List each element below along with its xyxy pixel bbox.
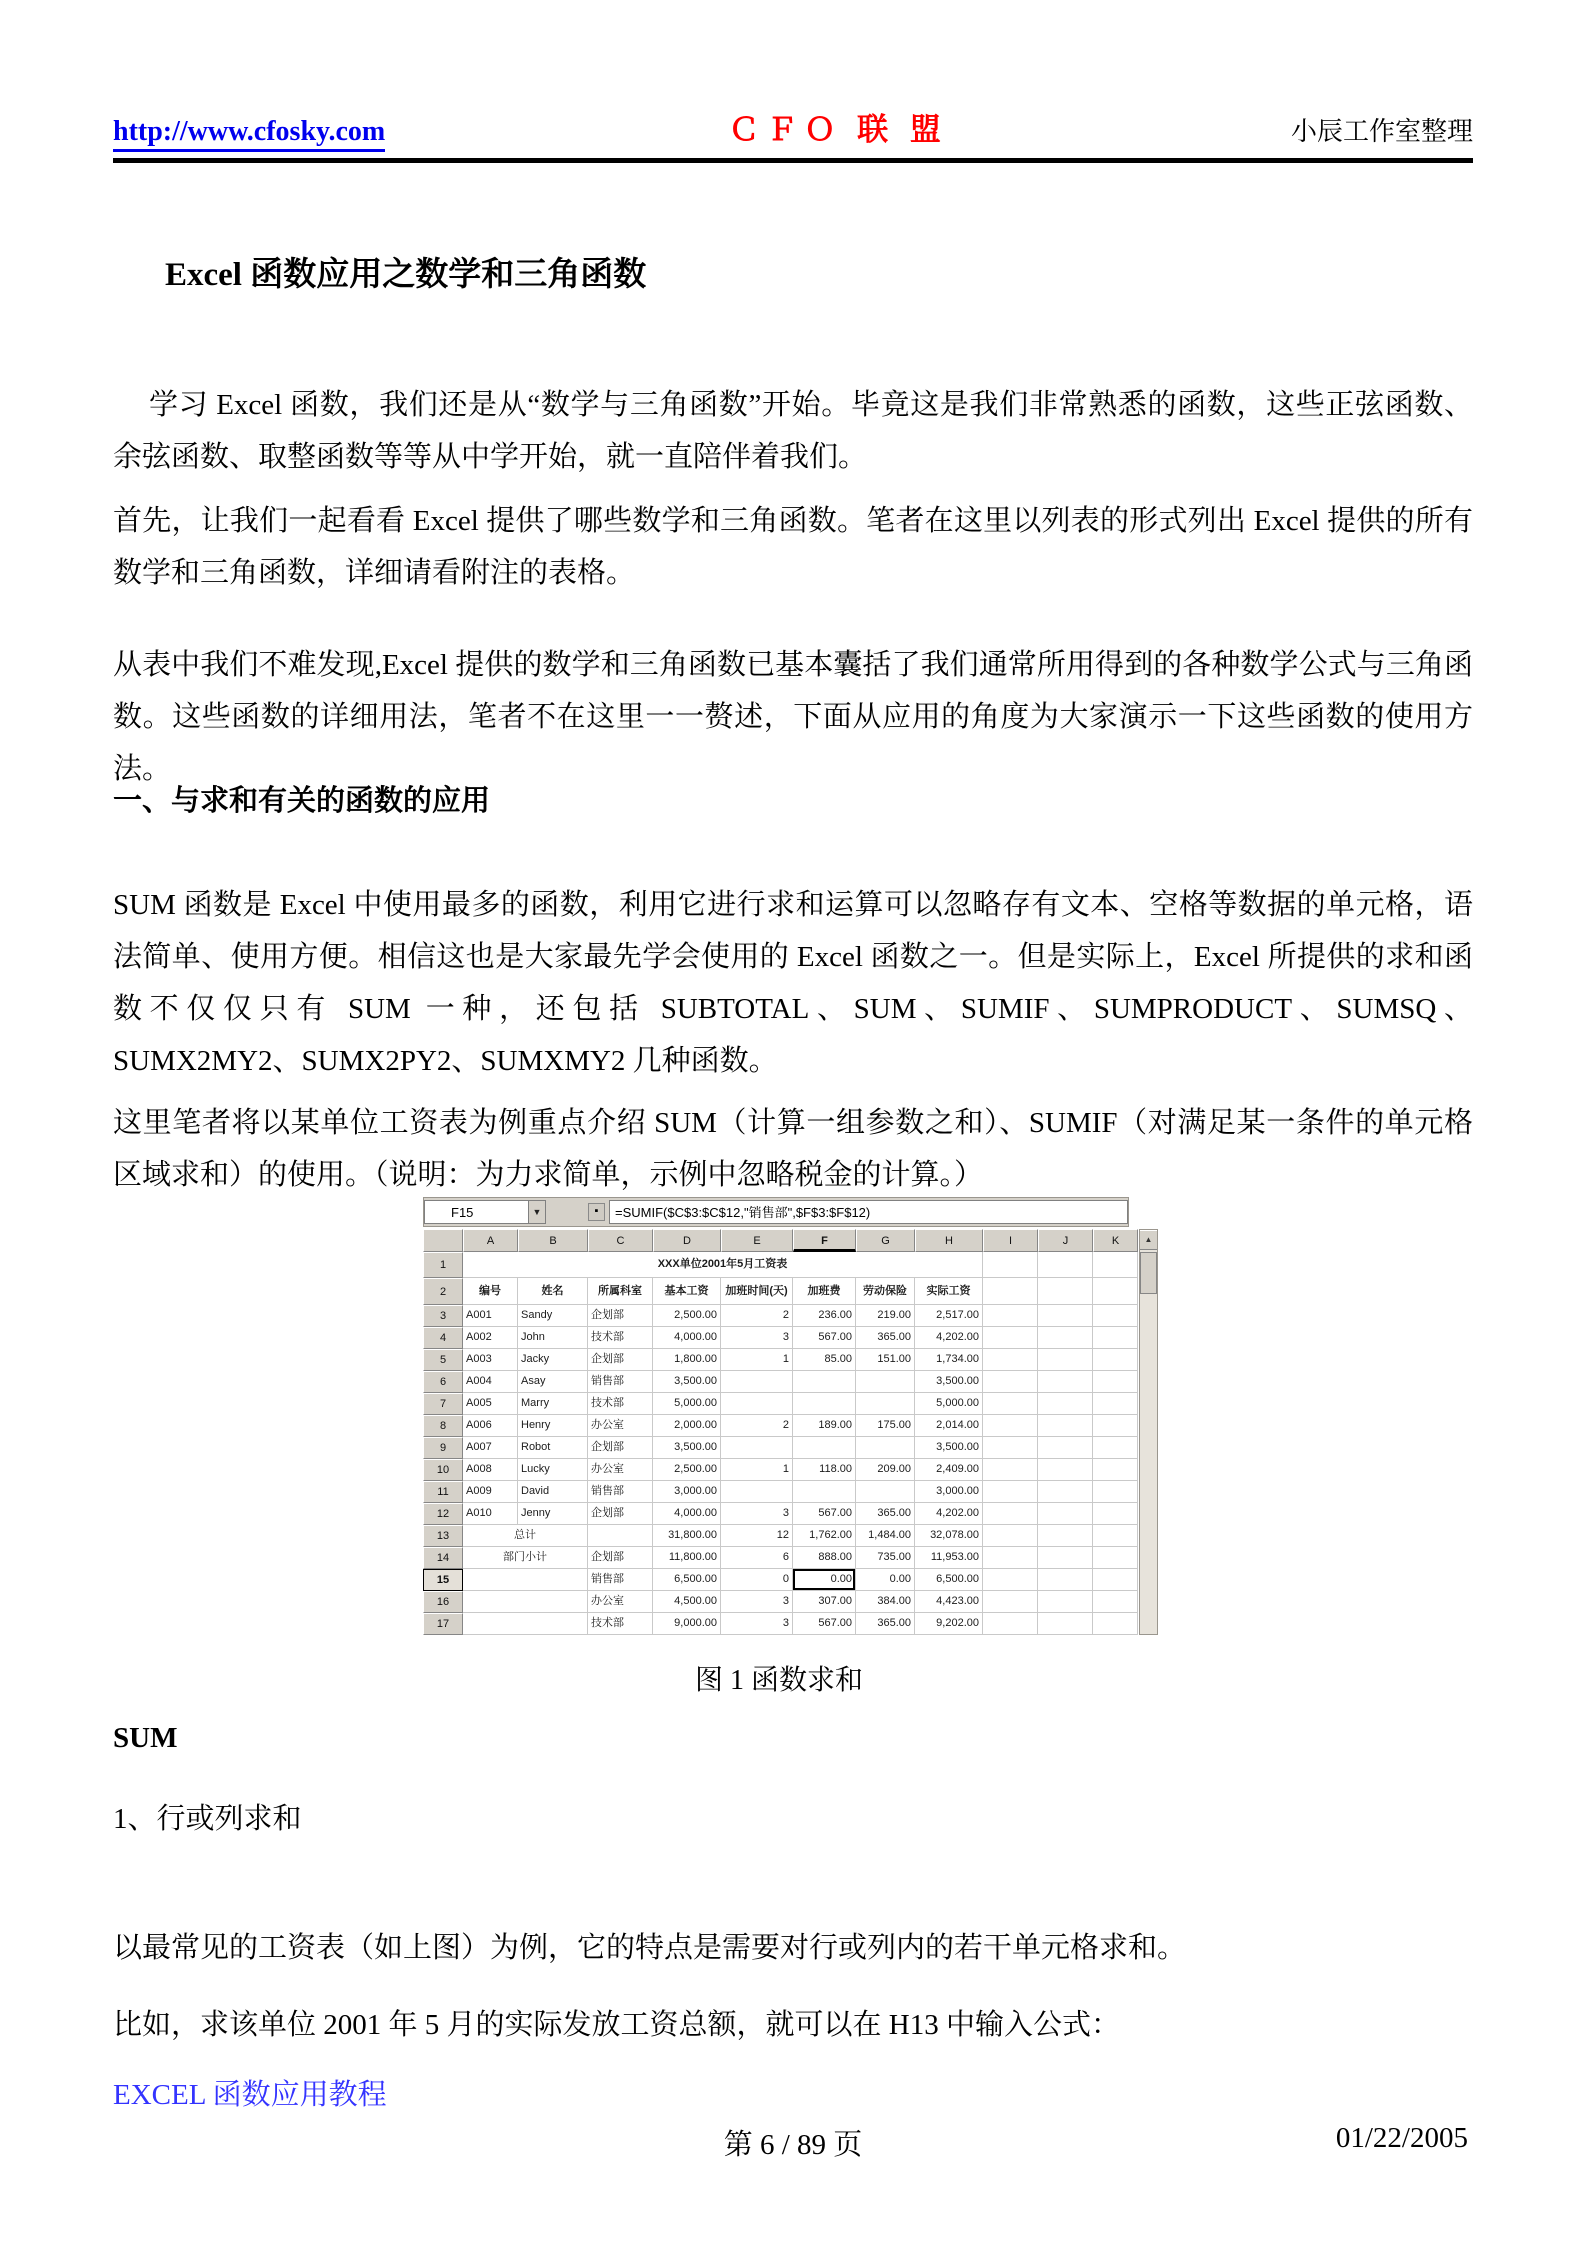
footer-page-number: 第 6 / 89 页 xyxy=(723,2129,863,2161)
sheet-cell xyxy=(1093,1437,1138,1459)
sheet-cell: 11,800.00 xyxy=(653,1547,721,1569)
sheet-cell: 5,000.00 xyxy=(653,1393,721,1415)
sheet-cell: A004 xyxy=(463,1371,518,1393)
sheet-cell: 3,000.00 xyxy=(915,1481,983,1503)
sheet-cell: A003 xyxy=(463,1349,518,1371)
column-header-J: J xyxy=(1038,1229,1093,1252)
column-header-I: I xyxy=(983,1229,1038,1252)
sheet-cell: 365.00 xyxy=(856,1327,915,1349)
sheet-cell: A002 xyxy=(463,1327,518,1349)
sheet-cell xyxy=(793,1371,856,1393)
sheet-cell: 销售部 xyxy=(588,1481,653,1503)
sheet-row xyxy=(423,1349,1138,1371)
sheet-cell xyxy=(793,1437,856,1459)
row-header: 16 xyxy=(423,1591,463,1613)
paragraph-6: 以最常见的工资表（如上图）为例，它的特点是需要对行或列内的若干单元格求和。 xyxy=(113,1932,1187,1964)
sub-heading-1: 1、行或列求和 xyxy=(113,1803,302,1835)
row-header: 15 xyxy=(423,1569,463,1591)
excel-formula-bar xyxy=(423,1197,1129,1227)
sheet-cell: 9,202.00 xyxy=(915,1613,983,1635)
sheet-row xyxy=(423,1569,1138,1591)
sheet-cell: 3 xyxy=(721,1613,793,1635)
sheet-cell: 1,734.00 xyxy=(915,1349,983,1371)
sheet-cell xyxy=(983,1547,1038,1569)
row-header: 4 xyxy=(423,1327,463,1349)
sheet-cell: 888.00 xyxy=(793,1547,856,1569)
column-header-H: H xyxy=(915,1229,983,1252)
sheet-cell: 办公室 xyxy=(588,1591,653,1613)
row-header: 2 xyxy=(423,1278,463,1305)
sheet-cell: 3 xyxy=(721,1503,793,1525)
row-header: 14 xyxy=(423,1547,463,1569)
row-header: 13 xyxy=(423,1525,463,1547)
sheet-cell: David xyxy=(518,1481,588,1503)
sheet-cell xyxy=(1038,1327,1093,1349)
sheet-cell: 209.00 xyxy=(856,1459,915,1481)
sheet-cell: 567.00 xyxy=(793,1327,856,1349)
header-url-link[interactable]: http://www.cfosky.com xyxy=(113,115,385,152)
sheet-cell: 6,500.00 xyxy=(915,1569,983,1591)
sheet-cell xyxy=(721,1371,793,1393)
sheet-cell: 6 xyxy=(721,1547,793,1569)
sheet-cell: 32,078.00 xyxy=(915,1525,983,1547)
sheet-cell xyxy=(793,1393,856,1415)
sheet-cell xyxy=(983,1503,1038,1525)
row-header: 12 xyxy=(423,1503,463,1525)
sheet-cell xyxy=(1093,1613,1138,1635)
sheet-cell: 3 xyxy=(721,1327,793,1349)
sheet-cell: 6,500.00 xyxy=(653,1569,721,1591)
sheet-cell: 4,202.00 xyxy=(915,1503,983,1525)
field-header: 所属科室 xyxy=(588,1278,653,1305)
column-header-F: F xyxy=(793,1229,856,1252)
sheet-cell: 735.00 xyxy=(856,1547,915,1569)
sheet-cell: 384.00 xyxy=(856,1591,915,1613)
sheet-cell: John xyxy=(518,1327,588,1349)
paragraph-3: 从表中我们不难发现,Excel 提供的数学和三角函数已基本囊括了我们通常所用得到的各种数学公式与三角函数。这些函数的详细用法，笔者不在这里一一赘述，下面从应用的角度为大家演示一下这些函数的使用方法。 xyxy=(113,649,1473,785)
sheet-cell xyxy=(1038,1525,1093,1547)
sheet-cell xyxy=(1038,1305,1093,1327)
sheet-cell: 11,953.00 xyxy=(915,1547,983,1569)
sheet-row xyxy=(423,1613,1138,1635)
sheet-cell: 企划部 xyxy=(588,1437,653,1459)
sheet-grid xyxy=(423,1229,1138,1635)
sheet-cell xyxy=(1093,1547,1138,1569)
sheet-cell xyxy=(721,1393,793,1415)
row-header: 5 xyxy=(423,1349,463,1371)
sheet-cell xyxy=(1093,1525,1138,1547)
paragraph-7: 比如，求该单位 2001 年 5 月的实际发放工资总额，就可以在 H13 中输入公式： xyxy=(113,2009,1120,2041)
field-header: 基本工资 xyxy=(653,1278,721,1305)
sheet-cell: 企划部 xyxy=(588,1349,653,1371)
sheet-cell: 技术部 xyxy=(588,1327,653,1349)
sheet-cell: 31,800.00 xyxy=(653,1525,721,1547)
footer-tutorial-link[interactable]: EXCEL 函数应用教程 xyxy=(113,2079,387,2111)
sheet-cell: 3 xyxy=(721,1591,793,1613)
sheet-cell: 2 xyxy=(721,1415,793,1437)
sheet-cell: A007 xyxy=(463,1437,518,1459)
paragraph-1: 学习 Excel 函数，我们还是从“数学与三角函数”开始。毕竟这是我们非常熟悉的函数，这些正弦函数、余弦函数、取整函数等等从中学开始，就一直陪伴着我们。 xyxy=(113,389,1473,473)
sheet-cell: 2,500.00 xyxy=(653,1459,721,1481)
sheet-cell xyxy=(1093,1591,1138,1613)
sheet-cell: 1,484.00 xyxy=(856,1525,915,1547)
column-header-K: K xyxy=(1093,1229,1138,1252)
sheet-cell: 企划部 xyxy=(588,1503,653,1525)
scrollbar-thumb xyxy=(1140,1252,1157,1294)
sheet-cell: 3,500.00 xyxy=(915,1371,983,1393)
header-brand-text: ＣＦＯ 联 盟 xyxy=(728,112,948,147)
header-rule xyxy=(113,158,1473,163)
sheet-cell xyxy=(983,1525,1038,1547)
sheet-cell xyxy=(721,1481,793,1503)
row-header: 8 xyxy=(423,1415,463,1437)
sheet-cell: 4,000.00 xyxy=(653,1327,721,1349)
sheet-cell: 219.00 xyxy=(856,1305,915,1327)
sheet-row xyxy=(423,1503,1138,1525)
sheet-title-cell: XXX单位2001年5月工资表 xyxy=(463,1252,983,1278)
sheet-cell: 1 xyxy=(721,1349,793,1371)
sheet-cell: 85.00 xyxy=(793,1349,856,1371)
sheet-cell xyxy=(1093,1459,1138,1481)
sheet-cell: 部门小计 xyxy=(463,1547,588,1569)
sheet-cell: 189.00 xyxy=(793,1415,856,1437)
sheet-cell: 1 xyxy=(721,1459,793,1481)
sheet-cell xyxy=(983,1415,1038,1437)
chevron-down-icon: ▼ xyxy=(528,1200,546,1224)
equals-icon: ▪ xyxy=(588,1203,605,1221)
sheet-cell: 1,762.00 xyxy=(793,1525,856,1547)
sheet-cell: 307.00 xyxy=(793,1591,856,1613)
sheet-cell xyxy=(1038,1613,1093,1635)
sheet-cell: 3,500.00 xyxy=(915,1437,983,1459)
row-header: 10 xyxy=(423,1459,463,1481)
paragraph-2: 首先，让我们一起看看 Excel 提供了哪些数学和三角函数。笔者在这里以列表的形式列出 Excel 提供的所有数学和三角函数，详细请看附注的表格。 xyxy=(113,505,1473,589)
field-header: 劳动保险 xyxy=(856,1278,915,1305)
sheet-cell: 4,202.00 xyxy=(915,1327,983,1349)
sheet-cell xyxy=(1038,1371,1093,1393)
sheet-cell: 技术部 xyxy=(588,1613,653,1635)
sheet-cell: Jacky xyxy=(518,1349,588,1371)
sheet-cell: 企划部 xyxy=(588,1305,653,1327)
sheet-cell: 2,517.00 xyxy=(915,1305,983,1327)
sheet-cell: A008 xyxy=(463,1459,518,1481)
excel-name-box: F15 xyxy=(424,1200,528,1224)
sheet-cell: 151.00 xyxy=(856,1349,915,1371)
sheet-row xyxy=(423,1525,1138,1547)
sheet-cell xyxy=(856,1437,915,1459)
sheet-cell: 9,000.00 xyxy=(653,1613,721,1635)
sheet-cell: A009 xyxy=(463,1481,518,1503)
sheet-cell xyxy=(721,1437,793,1459)
sheet-cell: 销售部 xyxy=(588,1569,653,1591)
sheet-cell: A001 xyxy=(463,1305,518,1327)
sheet-cell: 365.00 xyxy=(856,1503,915,1525)
sheet-cell xyxy=(983,1327,1038,1349)
sheet-cell: 4,000.00 xyxy=(653,1503,721,1525)
field-header: 加班费 xyxy=(793,1278,856,1305)
column-header-G: G xyxy=(856,1229,915,1252)
row-header: 3 xyxy=(423,1305,463,1327)
sheet-cell: 办公室 xyxy=(588,1415,653,1437)
sheet-row xyxy=(423,1547,1138,1569)
sheet-cell xyxy=(856,1481,915,1503)
sheet-cell: 4,500.00 xyxy=(653,1591,721,1613)
field-header: 姓名 xyxy=(518,1278,588,1305)
sheet-cell: 567.00 xyxy=(793,1613,856,1635)
sheet-cell xyxy=(1038,1393,1093,1415)
field-header: 加班时间(天) xyxy=(721,1278,793,1305)
column-header-B: B xyxy=(518,1229,588,1252)
page-header xyxy=(113,104,1473,152)
row-header: 9 xyxy=(423,1437,463,1459)
sheet-cell: 0 xyxy=(721,1569,793,1591)
sheet-cell: Asay xyxy=(518,1371,588,1393)
sheet-cell xyxy=(1093,1415,1138,1437)
sheet-cell xyxy=(1038,1278,1093,1305)
corner-cell xyxy=(423,1229,463,1252)
sheet-cell xyxy=(983,1569,1038,1591)
excel-formula-input: =SUMIF($C$3:$C$12,"销售部",$F$3:$F$12) xyxy=(609,1200,1128,1224)
sheet-cell xyxy=(1038,1459,1093,1481)
sheet-cell: 12 xyxy=(721,1525,793,1547)
row-header: 6 xyxy=(423,1371,463,1393)
sheet-cell xyxy=(1038,1547,1093,1569)
sheet-cell xyxy=(1093,1305,1138,1327)
sheet-cell xyxy=(1038,1591,1093,1613)
field-header: 实际工资 xyxy=(915,1278,983,1305)
sheet-cell xyxy=(1093,1569,1138,1591)
paragraph-5: 这里笔者将以某单位工资表为例重点介绍 SUM（计算一组参数之和）、SUMIF（对满足某一条件的单元格区域求和）的使用。（说明：为力求简单，示例中忽略税金的计算。） xyxy=(113,1107,1473,1191)
sheet-cell: 5,000.00 xyxy=(915,1393,983,1415)
column-header-C: C xyxy=(588,1229,653,1252)
sheet-cell: 4,423.00 xyxy=(915,1591,983,1613)
sheet-row xyxy=(423,1229,1138,1252)
sheet-cell: A010 xyxy=(463,1503,518,1525)
sheet-cell xyxy=(463,1613,588,1635)
sheet-cell xyxy=(983,1437,1038,1459)
sheet-row xyxy=(423,1252,1138,1278)
sheet-row xyxy=(423,1278,1138,1305)
sheet-cell xyxy=(983,1349,1038,1371)
sheet-row xyxy=(423,1393,1138,1415)
sheet-cell xyxy=(1038,1437,1093,1459)
row-header: 17 xyxy=(423,1613,463,1635)
sheet-cell xyxy=(983,1613,1038,1635)
figure-excel-screenshot xyxy=(395,1197,1163,1644)
sheet-row xyxy=(423,1459,1138,1481)
row-header: 1 xyxy=(423,1252,463,1278)
sheet-row xyxy=(423,1415,1138,1437)
sheet-cell xyxy=(1093,1503,1138,1525)
sheet-cell xyxy=(983,1278,1038,1305)
sheet-row xyxy=(423,1437,1138,1459)
sheet-cell xyxy=(1038,1569,1093,1591)
sheet-cell: 2,409.00 xyxy=(915,1459,983,1481)
sum-label: SUM xyxy=(113,1722,178,1754)
sheet-row xyxy=(423,1371,1138,1393)
sheet-cell: Marry xyxy=(518,1393,588,1415)
sheet-cell xyxy=(983,1393,1038,1415)
sheet-cell xyxy=(1093,1252,1138,1278)
sheet-cell xyxy=(1093,1327,1138,1349)
row-header: 11 xyxy=(423,1481,463,1503)
sheet-cell: 2,014.00 xyxy=(915,1415,983,1437)
sheet-cell: 办公室 xyxy=(588,1459,653,1481)
sheet-cell: 3,000.00 xyxy=(653,1481,721,1503)
sheet-cell: 236.00 xyxy=(793,1305,856,1327)
sheet-cell xyxy=(588,1525,653,1547)
sheet-cell xyxy=(1093,1481,1138,1503)
column-header-A: A xyxy=(463,1229,518,1252)
sheet-cell xyxy=(1093,1278,1138,1305)
sheet-cell: 2,500.00 xyxy=(653,1305,721,1327)
sheet-row xyxy=(423,1591,1138,1613)
column-header-D: D xyxy=(653,1229,721,1252)
paragraph-4: SUM 函数是 Excel 中使用最多的函数，利用它进行求和运算可以忽略存有文本、空格等数据的单元格，语法简单、使用方便。相信这也是大家最先学会使用的 Excel 函数之一。但是实际上，Excel 所提供的求和函数不仅仅只有 SUM 一种，还包括 SUBTOTAL、SUM、SUMIF、SUMPRODUCT、SUMSQ、SUMX2MY2、SUMX2PY2、SUMXMY2 几种函数。 xyxy=(113,889,1473,1077)
sheet-cell xyxy=(983,1591,1038,1613)
sheet-cell xyxy=(983,1481,1038,1503)
sheet-cell: 1,800.00 xyxy=(653,1349,721,1371)
sheet-row xyxy=(423,1327,1138,1349)
sheet-cell xyxy=(1093,1371,1138,1393)
sheet-cell: 2,000.00 xyxy=(653,1415,721,1437)
sheet-row xyxy=(423,1305,1138,1327)
sheet-cell: 0.00 xyxy=(856,1569,915,1591)
sheet-cell: 3,500.00 xyxy=(653,1371,721,1393)
sheet-cell: Lucky xyxy=(518,1459,588,1481)
sheet-cell xyxy=(463,1569,588,1591)
field-header: 编号 xyxy=(463,1278,518,1305)
sheet-cell: 567.00 xyxy=(793,1503,856,1525)
header-studio-text: 小辰工作室整理 xyxy=(1290,117,1473,146)
sheet-cell: Henry xyxy=(518,1415,588,1437)
sheet-cell: 175.00 xyxy=(856,1415,915,1437)
sheet-cell xyxy=(856,1371,915,1393)
column-header-E: E xyxy=(721,1229,793,1252)
figure-caption: 图 1 函数求和 xyxy=(694,1665,863,1696)
sheet-cell: 3,500.00 xyxy=(653,1437,721,1459)
sheet-cell: 365.00 xyxy=(856,1613,915,1635)
sheet-cell: 118.00 xyxy=(793,1459,856,1481)
sheet-cell xyxy=(1038,1252,1093,1278)
sheet-cell xyxy=(1038,1481,1093,1503)
sheet-cell: A005 xyxy=(463,1393,518,1415)
sheet-cell: A006 xyxy=(463,1415,518,1437)
sheet-cell xyxy=(983,1371,1038,1393)
sheet-cell xyxy=(1038,1415,1093,1437)
sheet-cell xyxy=(463,1591,588,1613)
sheet-cell: 总计 xyxy=(463,1525,588,1547)
footer-date: 01/22/2005 xyxy=(1335,2122,1468,2154)
scroll-up-icon: ▲ xyxy=(1140,1230,1157,1250)
sheet-cell xyxy=(1093,1349,1138,1371)
selected-cell-F15: 0.00 xyxy=(793,1569,856,1591)
row-header: 7 xyxy=(423,1393,463,1415)
sheet-cell xyxy=(1038,1349,1093,1371)
sheet-cell xyxy=(983,1252,1038,1278)
doc-title: Excel 函数应用之数学和三角函数 xyxy=(165,257,647,293)
sheet-cell xyxy=(1093,1393,1138,1415)
sheet-cell: Sandy xyxy=(518,1305,588,1327)
sheet-cell: 技术部 xyxy=(588,1393,653,1415)
sheet-cell xyxy=(856,1393,915,1415)
sheet-cell: 2 xyxy=(721,1305,793,1327)
sheet-cell: Jenny xyxy=(518,1503,588,1525)
sheet-cell xyxy=(793,1481,856,1503)
section-heading-1: 一、与求和有关的函数的应用 xyxy=(113,785,491,817)
sheet-cell xyxy=(1038,1503,1093,1525)
sheet-cell xyxy=(983,1459,1038,1481)
sheet-cell xyxy=(983,1305,1038,1327)
sheet-cell: 销售部 xyxy=(588,1371,653,1393)
sheet-cell: 企划部 xyxy=(588,1547,653,1569)
sheet-row xyxy=(423,1481,1138,1503)
excel-vertical-scrollbar xyxy=(1139,1229,1158,1635)
sheet-cell: Robot xyxy=(518,1437,588,1459)
